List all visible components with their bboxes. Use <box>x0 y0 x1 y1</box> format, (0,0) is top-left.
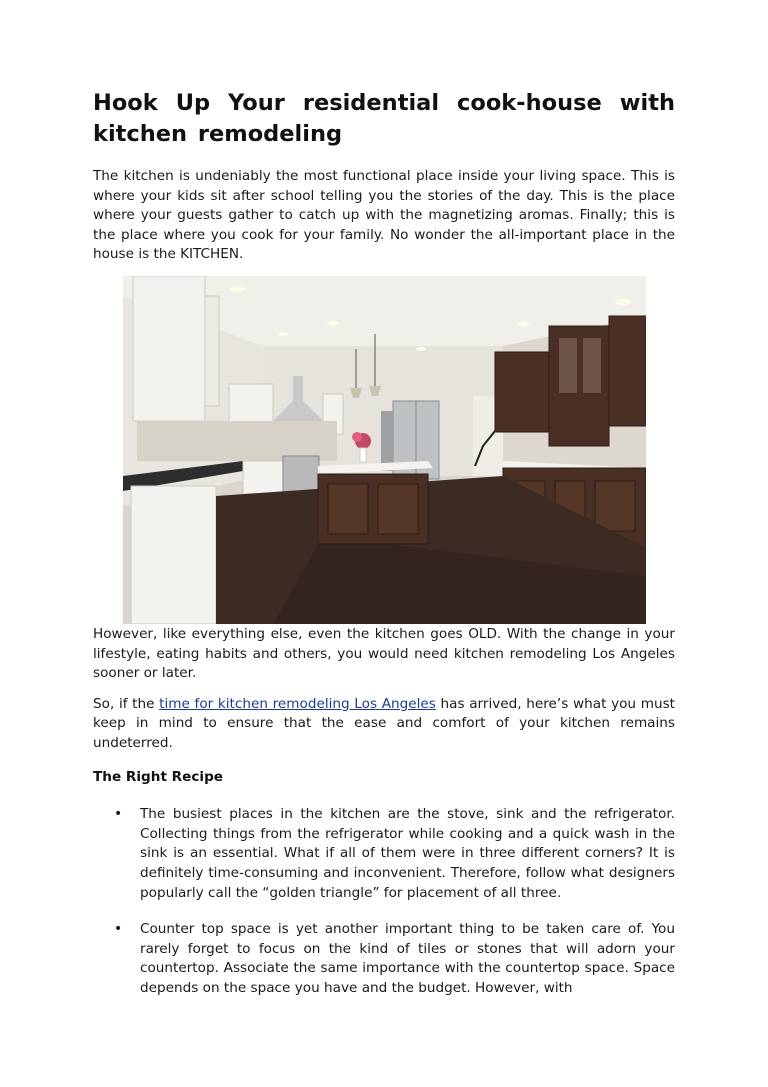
paragraph-time-for-remodeling <box>93 695 675 754</box>
bullet-icon: • <box>114 921 123 938</box>
list-item <box>93 805 675 903</box>
remodeling-link[interactable]: time for kitchen remodeling Los Angeles <box>159 695 436 712</box>
list-item-text: The busiest places in the kitchen are the stove, sink and the refrigerator. Collecting things from the refrigerator while cooking and a quick wash in the sink is an essential. What if all of them were in three different corners? It is definitely time-consuming and inconvenient. Therefore, follow what designers popularly call the “golden triangle” for placement of all three. <box>140 806 675 901</box>
section-heading: The Right Recipe <box>93 768 224 785</box>
list-item <box>93 920 675 998</box>
list-item-text: Counter top space is yet another important thing to be taken care of. You rarely forget to focus on the kind of tiles or stones that will adorn your countertop. Associate the same importance with the countertop space. Space depends on the space you have and the budget. However, with <box>140 921 675 996</box>
kitchen-photo-icon <box>123 276 646 624</box>
intro-paragraph: The kitchen is undeniably the most functional place inside your living space. This is where your kids sit after school telling you the stories of the day. This is the place where your guests gather to catch up with the magnetizing aromas. Finally; this is the place where you cook for your family. No wonder the all-important place in the house is the KITCHEN. <box>93 168 675 263</box>
recipe-list <box>93 805 675 998</box>
paragraph-3-before: So, if the <box>93 695 160 712</box>
document-title: Hook Up Your residential cook-house with kitchen remodeling <box>93 90 675 147</box>
paragraph-old-kitchen: However, like everything else, even the kitchen goes OLD. With the change in your lifestyle, eating habits and others, you would need kitchen remodeling Los Angeles sooner or later. <box>93 625 675 682</box>
bullet-icon: • <box>114 806 123 823</box>
document-page <box>93 88 675 1015</box>
paragraph-3-after: has arrived, here’s what you must keep in mind to ensure that the ease and comfort of your kitchen remains undeterred. <box>93 695 675 751</box>
kitchen-photo <box>123 276 646 624</box>
